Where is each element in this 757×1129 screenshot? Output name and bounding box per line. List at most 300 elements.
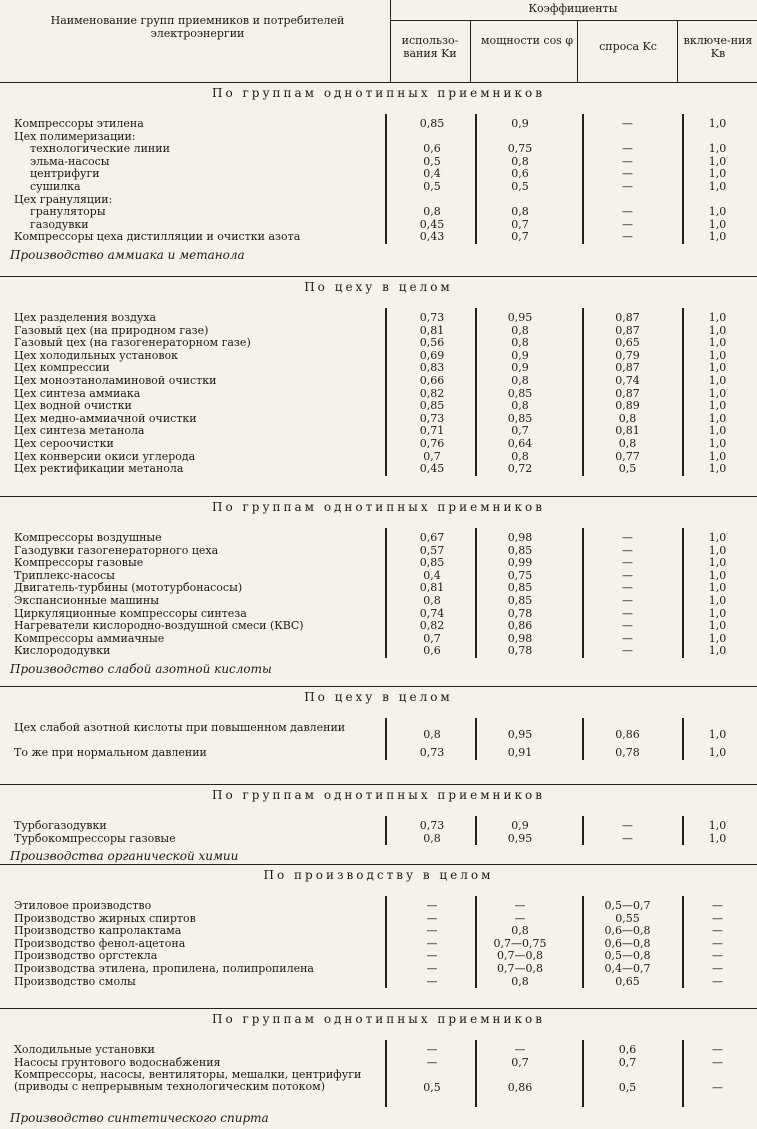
- table-row: [0, 337, 757, 350]
- column-divider: [682, 816, 684, 845]
- value-cos: 0,75: [507, 568, 533, 582]
- value-kc: —: [622, 117, 633, 130]
- value-ku: 0,5: [423, 180, 441, 193]
- value-cos: 0,7—0,75: [493, 936, 547, 950]
- header-divider: [577, 20, 578, 82]
- value-ku: 0,71: [419, 424, 445, 438]
- value-cos: 0,7: [511, 230, 529, 244]
- column-divider: [682, 718, 684, 760]
- table-row: [0, 532, 757, 545]
- column-divider: [682, 114, 684, 244]
- section-rule: [0, 864, 757, 865]
- value-kc: 0,79: [615, 348, 640, 362]
- value-kc: 0,8: [618, 411, 637, 425]
- value-kc: —: [622, 606, 633, 620]
- value-cos: 0,98: [507, 531, 533, 544]
- value-kv: 1,0: [708, 819, 727, 832]
- table-row: [0, 747, 757, 760]
- value-cos: 0,91: [507, 746, 533, 759]
- value-ku: 0,67: [419, 531, 445, 544]
- row-name: Производство капролактама: [14, 924, 182, 938]
- value-cos: 0,5: [511, 180, 529, 193]
- row-name: центрифуги: [30, 167, 100, 181]
- header-divider: [390, 0, 391, 82]
- value-kc: —: [622, 819, 633, 832]
- value-ku: 0,73: [419, 411, 445, 425]
- value-ku: 0,81: [419, 581, 445, 595]
- value-kv: 1,0: [708, 831, 727, 845]
- value-kv: 1,0: [708, 462, 727, 476]
- table-row: [0, 1069, 757, 1107]
- value-ku: 0,8: [423, 594, 441, 607]
- section-rule: [0, 496, 757, 497]
- value-kv: 1,0: [708, 543, 727, 557]
- table-row: [0, 118, 757, 131]
- value-kc: 0,86: [615, 727, 640, 741]
- column-divider: [582, 1040, 584, 1107]
- value-ku: 0,85: [419, 556, 445, 570]
- value-ku: —: [426, 936, 438, 950]
- table-row: [0, 156, 757, 169]
- column-divider: [385, 114, 387, 244]
- value-cos: 0,95: [507, 831, 533, 845]
- column-divider: [385, 528, 387, 658]
- column-divider: [582, 528, 584, 658]
- value-ku: 0,45: [419, 217, 445, 231]
- section-heading: По цеху в целом: [304, 280, 453, 294]
- value-cos: 0,9: [511, 361, 529, 375]
- row-name: Цех компрессии: [14, 361, 110, 375]
- value-cos: 0,8: [511, 374, 529, 387]
- value-kv: —: [712, 949, 723, 963]
- value-kv: —: [712, 1081, 723, 1095]
- value-ku: 0,83: [419, 361, 445, 375]
- value-kc: 0,8: [618, 437, 637, 450]
- value-kc: —: [622, 631, 633, 645]
- value-kc: 0,87: [615, 311, 640, 324]
- column-divider: [682, 896, 684, 988]
- value-ku: 0,76: [419, 437, 445, 450]
- row-name: Компрессоры этилена: [14, 117, 144, 130]
- value-kv: —: [712, 1055, 723, 1069]
- table-row: [0, 194, 757, 207]
- value-cos: —: [514, 899, 526, 912]
- column-divider: [385, 816, 387, 845]
- column-divider: [475, 718, 477, 760]
- column-divider: [475, 816, 477, 845]
- row-name: сушилка: [30, 180, 81, 193]
- value-kc: —: [622, 205, 633, 219]
- production-subtitle: Производство слабой азотной кислоты: [10, 662, 272, 676]
- column-divider: [582, 308, 584, 476]
- value-cos: 0,86: [507, 1081, 533, 1095]
- row-name: Циркуляционные компрессоры синтеза: [14, 606, 247, 620]
- value-kv: —: [712, 974, 723, 988]
- table-row: [0, 976, 757, 989]
- value-kv: 1,0: [708, 531, 727, 544]
- value-ku: 0,6: [423, 142, 441, 156]
- value-cos: 0,7—0,8: [497, 949, 543, 963]
- row-name: Нагреватели кислородно-воздушной смеси (КВС): [14, 619, 304, 633]
- value-kv: 1,0: [708, 581, 727, 595]
- row-name: Цех синтеза метанола: [14, 424, 145, 438]
- value-kv: 1,0: [708, 217, 727, 231]
- column-divider: [682, 528, 684, 658]
- table-row: [0, 633, 757, 646]
- value-kv: —: [712, 899, 723, 912]
- value-kc: 0,87: [615, 361, 640, 375]
- table-row: [0, 833, 757, 846]
- value-kv: 1,0: [708, 386, 727, 400]
- table-row: [0, 143, 757, 156]
- value-kv: 1,0: [708, 449, 727, 463]
- value-ku: 0,81: [419, 323, 445, 337]
- row-name: Производство жирных спиртов: [14, 911, 196, 925]
- value-cos: 0,8: [511, 205, 529, 219]
- table-row: [0, 595, 757, 608]
- value-cos: 0,6: [511, 167, 529, 181]
- value-cos: 0,78: [507, 644, 533, 658]
- value-kv: 1,0: [708, 424, 727, 438]
- value-kv: 1,0: [708, 556, 727, 570]
- value-cos: 0,8: [511, 154, 529, 168]
- row-name: Газовый цех (на природном газе): [14, 323, 209, 337]
- value-cos: 0,7: [511, 424, 529, 438]
- section-rule: [0, 1008, 757, 1009]
- value-cos: 0,85: [507, 386, 533, 400]
- header-ku: использо-вания Kи: [401, 34, 459, 60]
- row-name: То же при нормальном давлении: [14, 746, 207, 759]
- header-kc: спроса Kс: [599, 40, 657, 53]
- header-divider: [677, 20, 678, 82]
- column-divider: [475, 114, 477, 244]
- value-ku: —: [426, 974, 438, 988]
- row-name: Цех ректификации метанола: [14, 462, 184, 476]
- header-divider: [470, 20, 471, 82]
- table-row: [0, 557, 757, 570]
- value-ku: 0,6: [423, 644, 441, 658]
- value-kc: —: [622, 543, 633, 557]
- value-ku: 0,45: [419, 462, 445, 476]
- row-name: Этиловое производство: [14, 899, 152, 912]
- row-name: эльма-насосы: [30, 154, 110, 168]
- row-name: Экспансионные машины: [14, 594, 159, 607]
- section-rule: [0, 784, 757, 785]
- value-ku: 0,74: [419, 606, 445, 620]
- table-row: [0, 963, 757, 976]
- value-ku: —: [426, 911, 438, 925]
- value-cos: 0,98: [507, 631, 533, 645]
- table-row: [0, 925, 757, 938]
- row-name: Компрессоры аммиачные: [14, 631, 165, 645]
- value-cos: 0,7—0,8: [497, 962, 543, 975]
- value-ku: 0,5: [423, 154, 441, 168]
- value-kv: 1,0: [708, 336, 727, 350]
- value-ku: 0,73: [419, 746, 445, 759]
- value-kv: 1,0: [708, 568, 727, 582]
- value-kc: —: [622, 217, 633, 231]
- row-name: Цех полимеризации:: [14, 129, 136, 143]
- row-name: Триплекс-насосы: [14, 568, 115, 582]
- value-cos: 0,8: [511, 399, 529, 413]
- value-kc: 0,89: [615, 399, 640, 413]
- value-kv: 1,0: [708, 594, 727, 607]
- value-ku: 0,4: [423, 568, 441, 582]
- value-cos: 0,7: [511, 1055, 529, 1069]
- row-name: Цех водной очистки: [14, 399, 132, 413]
- value-ku: —: [426, 924, 438, 938]
- value-ku: 0,7: [423, 631, 441, 645]
- value-cos: 0,8: [511, 323, 529, 337]
- value-ku: 0,7: [423, 449, 441, 463]
- value-kv: 1,0: [708, 644, 727, 658]
- table-row: [0, 820, 757, 833]
- header-divider: [390, 20, 757, 21]
- value-cos: 0,99: [507, 556, 533, 570]
- value-kv: 1,0: [708, 361, 727, 375]
- value-kc: —: [622, 568, 633, 582]
- value-kc: —: [622, 581, 633, 595]
- row-name: Цех разделения воздуха: [14, 311, 157, 324]
- value-ku: 0,73: [419, 311, 445, 324]
- row-name: газодувки: [30, 217, 89, 231]
- column-divider: [475, 308, 477, 476]
- value-kc: —: [622, 644, 633, 658]
- row-name: Холодильные установки: [14, 1043, 155, 1056]
- value-kv: 1,0: [708, 311, 727, 324]
- row-name: Компрессоры цеха дистилляции и очистки азота: [14, 230, 301, 244]
- row-name: технологические линии: [30, 142, 170, 156]
- column-divider: [582, 896, 584, 988]
- value-kv: 1,0: [708, 167, 727, 181]
- value-kc: 0,6—0,8: [604, 924, 651, 938]
- value-cos: 0,75: [507, 142, 533, 156]
- value-ku: 0,4: [423, 167, 441, 181]
- header-cos: мощности cos φ: [480, 34, 574, 47]
- header-coefficients: Коэффициенты: [528, 2, 618, 15]
- value-cos: 0,85: [507, 581, 533, 595]
- column-divider: [385, 1040, 387, 1107]
- table-row: [0, 620, 757, 633]
- value-ku: 0,82: [419, 619, 445, 633]
- row-name: Кислорододувки: [14, 644, 111, 658]
- value-cos: 0,8: [511, 974, 529, 988]
- value-ku: 0,69: [419, 348, 445, 362]
- value-kv: 1,0: [708, 606, 727, 620]
- value-kv: 1,0: [708, 180, 727, 193]
- row-name: Цех конверсии окиси углерода: [14, 449, 196, 463]
- value-kv: 1,0: [708, 399, 727, 413]
- value-kv: 1,0: [708, 230, 727, 244]
- value-kc: 0,65: [615, 336, 640, 350]
- value-ku: 0,85: [419, 117, 445, 130]
- row-name: Двигатель-турбины (мототурбонасосы): [14, 581, 243, 595]
- row-name: грануляторы: [30, 205, 106, 219]
- value-ku: 0,73: [419, 819, 445, 832]
- column-divider: [475, 896, 477, 988]
- value-kv: 1,0: [708, 348, 727, 362]
- table-row: [0, 400, 757, 413]
- table-row: [0, 181, 757, 194]
- value-kc: 0,77: [615, 449, 640, 463]
- value-kc: 0,6: [618, 1043, 637, 1056]
- value-kc: —: [622, 556, 633, 570]
- value-kc: —: [622, 531, 633, 544]
- table-row: [0, 312, 757, 325]
- table-row: [0, 900, 757, 913]
- column-divider: [475, 1040, 477, 1107]
- section-heading: По группам однотипных приемников: [211, 788, 546, 802]
- row-name: Компрессоры, насосы, вентиляторы, мешалки, центрифуги (приводы с непрерывным технологическим потоком): [14, 1068, 362, 1094]
- value-kc: 0,87: [615, 323, 640, 337]
- value-ku: —: [426, 962, 438, 975]
- value-kv: 1,0: [708, 619, 727, 633]
- value-kc: —: [622, 831, 633, 845]
- column-divider: [385, 896, 387, 988]
- value-kv: 1,0: [708, 411, 727, 425]
- value-ku: 0,43: [419, 230, 445, 244]
- value-ku: 0,5: [423, 1081, 441, 1095]
- row-name: Газовый цех (на газогенераторном газе): [14, 336, 251, 350]
- column-divider: [682, 308, 684, 476]
- production-subtitle: Производства органической химии: [10, 849, 239, 864]
- value-cos: —: [514, 1043, 526, 1056]
- row-name: Насосы грунтового водоснабжения: [14, 1055, 221, 1069]
- value-kc: —: [622, 154, 633, 168]
- table-row: [0, 438, 757, 451]
- column-divider: [475, 528, 477, 658]
- value-ku: 0,57: [419, 543, 445, 557]
- value-kc: 0,65: [615, 974, 640, 988]
- production-subtitle: Производство синтетического спирта: [10, 1111, 269, 1126]
- value-cos: 0,95: [507, 727, 533, 741]
- value-kv: 1,0: [708, 154, 727, 168]
- column-divider: [385, 308, 387, 476]
- value-kc: —: [622, 230, 633, 244]
- row-name: Турбогазодувки: [14, 819, 107, 832]
- value-kc: 0,87: [615, 386, 640, 400]
- value-kc: 0,5: [618, 1081, 637, 1095]
- row-name: Производство оргстекла: [14, 949, 158, 963]
- row-name: Цех синтеза аммиака: [14, 386, 141, 400]
- column-divider: [582, 114, 584, 244]
- value-cos: 0,64: [507, 437, 533, 450]
- value-kc: 0,5—0,7: [604, 899, 651, 912]
- value-kv: 1,0: [708, 142, 727, 156]
- row-name: Цех грануляции:: [14, 192, 113, 206]
- value-ku: —: [426, 899, 438, 912]
- production-subtitle: Производство аммиака и метанола: [10, 248, 245, 262]
- row-name: Производства этилена, пропилена, полипропилена: [14, 962, 314, 975]
- value-cos: 0,8: [511, 336, 529, 350]
- row-name: Цех сероочистки: [14, 437, 114, 450]
- value-ku: 0,66: [419, 374, 445, 387]
- row-name: Цех медно-аммиачной очистки: [14, 411, 197, 425]
- column-divider: [582, 718, 584, 760]
- table-row: [0, 463, 757, 476]
- section-heading: По цеху в целом: [304, 690, 453, 704]
- table-row: [0, 645, 757, 658]
- value-kv: 1,0: [708, 727, 727, 741]
- value-kc: 0,81: [615, 424, 640, 438]
- value-kc: —: [622, 142, 633, 156]
- column-divider: [582, 816, 584, 845]
- value-kv: 1,0: [708, 323, 727, 337]
- header-kv: включе-ния Kв: [683, 34, 753, 60]
- section-heading: По производству в целом: [263, 868, 494, 882]
- value-kv: 1,0: [708, 205, 727, 219]
- value-kv: 1,0: [708, 437, 727, 450]
- column-divider: [385, 718, 387, 760]
- value-cos: 0,8: [511, 924, 529, 938]
- value-cos: 0,85: [507, 411, 533, 425]
- value-kc: 0,74: [615, 374, 640, 387]
- section-rule: [0, 686, 757, 687]
- value-kv: —: [712, 962, 723, 975]
- table-row: [0, 168, 757, 181]
- table-row: [0, 231, 757, 244]
- column-divider: [682, 1040, 684, 1107]
- value-cos: 0,9: [511, 819, 529, 832]
- value-ku: 0,85: [419, 399, 445, 413]
- value-kc: 0,5—0,8: [604, 949, 651, 963]
- value-ku: 0,56: [419, 336, 445, 350]
- value-kc: —: [622, 619, 633, 633]
- row-name: Цех слабой азотной кислоты при повышенном давлении: [14, 721, 346, 734]
- value-kv: —: [712, 924, 723, 938]
- table-row: [0, 722, 757, 747]
- value-ku: 0,82: [419, 386, 445, 400]
- row-name: Цех моноэтаноламиновой очистки: [14, 374, 217, 387]
- row-name: Турбокомпрессоры газовые: [14, 831, 176, 845]
- value-cos: 0,85: [507, 594, 533, 607]
- value-kc: 0,78: [615, 746, 640, 759]
- table-row: [0, 350, 757, 363]
- value-kv: 1,0: [708, 117, 727, 130]
- table-row: [0, 206, 757, 219]
- table-row: [0, 1044, 757, 1057]
- section-heading: По группам однотипных приемников: [211, 86, 546, 100]
- value-cos: 0,9: [511, 117, 529, 130]
- value-kv: —: [712, 911, 723, 925]
- table-row: [0, 375, 757, 388]
- section-rule: [0, 276, 757, 277]
- header-rule: [0, 82, 757, 83]
- value-kv: —: [712, 1043, 723, 1056]
- value-cos: 0,72: [507, 462, 533, 476]
- value-cos: 0,78: [507, 606, 533, 620]
- value-ku: 0,8: [423, 831, 441, 845]
- value-cos: 0,85: [507, 543, 533, 557]
- row-name: Производство смолы: [14, 974, 136, 988]
- value-ku: —: [426, 1043, 438, 1056]
- value-kc: 0,4—0,7: [604, 962, 651, 975]
- value-kc: 0,7: [618, 1055, 637, 1069]
- value-kv: 1,0: [708, 631, 727, 645]
- value-kc: —: [622, 594, 633, 607]
- row-name: Компрессоры воздушные: [14, 531, 162, 544]
- value-ku: 0,8: [423, 205, 441, 219]
- value-kc: 0,55: [615, 911, 640, 925]
- row-name: Компрессоры газовые: [14, 556, 144, 570]
- value-cos: —: [514, 911, 526, 925]
- row-name: Газодувки газогенераторного цеха: [14, 543, 219, 557]
- value-kc: —: [622, 167, 633, 181]
- value-kc: —: [622, 180, 633, 193]
- header-name-column: Наименование групп приемников и потребителей электроэнергии: [50, 14, 345, 40]
- section-heading: По группам однотипных приемников: [211, 1012, 546, 1026]
- value-cos: 0,86: [507, 619, 533, 633]
